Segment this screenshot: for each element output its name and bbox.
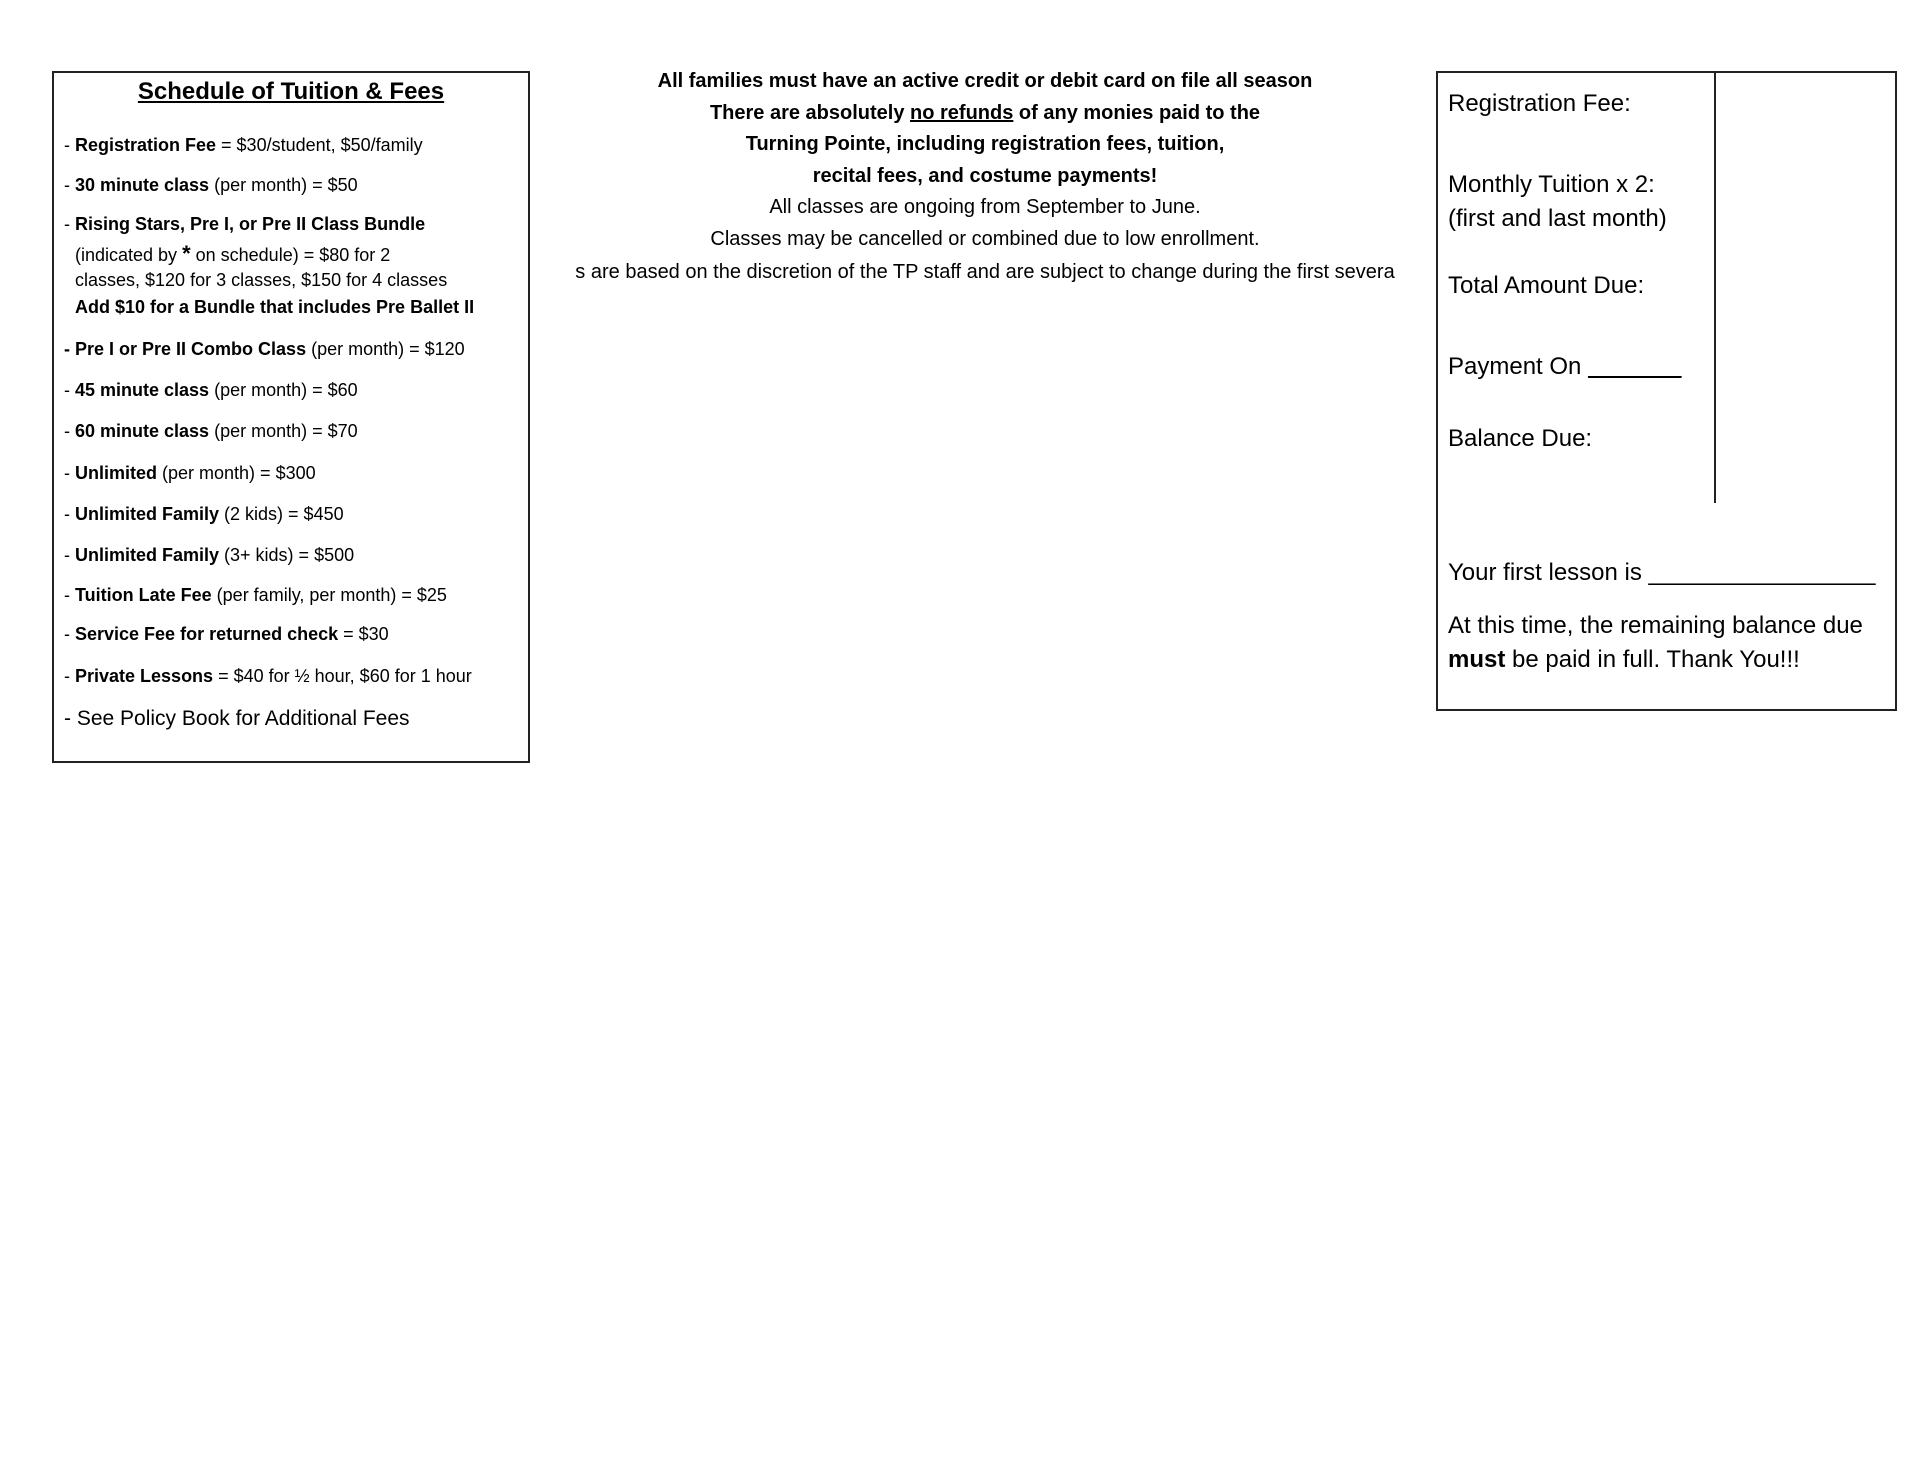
fee-value: (2 kids) = $450 [219,504,344,524]
fee-prefix: - [64,545,75,565]
fee-prefix: - [64,624,75,644]
monthly-tuition-label: Monthly Tuition x 2: [1448,171,1655,198]
fee-label: 60 minute class [75,421,210,441]
fee-registration [64,134,423,156]
fee-label: 30 minute class [75,175,210,195]
balance-due-label: Balance Due: [1448,425,1593,452]
fee-label: Unlimited [75,463,158,483]
fee-value: (3+ kids) = $500 [219,545,355,565]
policy-book-note: - See Policy Book for Additional Fees [64,707,410,730]
fee-45-minute [64,379,358,401]
fee-label: Private Lessons [75,666,214,686]
fee-value: (per month) = $50 [209,175,358,195]
fee-label: Service Fee for returned check [75,624,339,644]
notice-refund-scope: Turning Pointe, including registration fees, tuition, [745,133,1225,155]
first-lesson-line: Your first lesson is _________________ [1448,559,1876,586]
payment-box [1436,71,1897,711]
fee-prefix: - [64,135,75,155]
fee-prefix: - [64,666,75,686]
notice-text: There are absolutely [709,101,911,124]
fee-value: = $40 for ½ hour, $60 for 1 hour [213,666,472,686]
fee-class-bundle [64,213,425,235]
bundle-detail-text: on schedule) = $80 for 2 [190,245,391,265]
notice-card-on-file: All families must have an active credit or debit card on file all season [657,70,1313,92]
fee-combo-class [64,338,465,360]
fee-unlimited-family-2 [64,503,344,525]
fee-prefix: - [64,175,75,195]
bundle-detail-2: classes, $120 for 3 classes, $150 for 4 classes [75,270,448,290]
remaining-text: be paid in full. Thank You!!! [1505,646,1800,673]
notice-clipped-line [530,256,1440,288]
fee-value: (per month) = $120 [306,339,465,359]
fee-prefix: - [64,463,75,483]
fee-label: Pre I or Pre II Combo Class [75,339,307,359]
must-emphasis: must [1448,646,1506,673]
notice-no-refunds [530,98,1440,130]
notice-ongoing-classes: All classes are ongoing from September to June. [769,196,1201,218]
fee-unlimited [64,462,316,484]
fee-value: (per family, per month) = $25 [211,585,447,605]
registration-fee-label: Registration Fee: [1448,90,1631,117]
tuition-fees-box [52,71,530,763]
fee-label: Unlimited Family [75,504,220,524]
notice-refund-scope-2: recital fees, and costume payments! [812,164,1158,187]
fee-prefix: - [64,421,75,441]
monthly-tuition-note: (first and last month) [1448,205,1667,232]
fee-private-lessons [64,665,472,687]
fee-label: Registration Fee [75,135,217,155]
fee-unlimited-family-3 [64,544,354,566]
fee-label: Tuition Late Fee [75,585,212,605]
remaining-balance-line-2 [1448,643,1800,677]
fee-prefix: - [64,214,75,234]
notice-placement-text: s are based on the discretion of the TP staff and are subject to change during the first severa [575,261,1395,283]
fee-value: (per month) = $60 [209,380,358,400]
payment-on-label: Payment On [1448,353,1589,380]
policy-notice [530,66,1440,255]
no-refunds-emphasis: no refunds [910,101,1014,124]
bundle-detail-1 [75,243,390,266]
fee-value: (per month) = $300 [157,463,316,483]
remaining-balance-line-1: At this time, the remaining balance due [1448,612,1863,639]
fee-value: = $30/student, $50/family [216,135,423,155]
fee-30-minute [64,174,358,196]
bundle-detail-3: Add $10 for a Bundle that includes Pre Ballet II [75,297,475,317]
notice-text: of any monies paid to the [1013,101,1261,124]
fee-60-minute [64,420,358,442]
fee-label: Unlimited Family [75,545,220,565]
fee-prefix: - [64,339,75,359]
fees-title: Schedule of Tuition & Fees [137,78,445,105]
fee-prefix: - [64,585,75,605]
fee-prefix: - [64,380,75,400]
payment-on-line [1448,350,1682,384]
bundle-detail-text: (indicated by [75,245,183,265]
payment-column-divider [1714,73,1716,503]
payment-on-blank: _______ [1588,353,1682,380]
fee-value: (per month) = $70 [209,421,358,441]
notice-cancellation: Classes may be cancelled or combined due to low enrollment. [710,227,1260,250]
bundle-star: * [182,241,191,266]
fee-label: Rising Stars, Pre I, or Pre II Class Bundle [75,214,426,234]
fee-label: 45 minute class [75,380,210,400]
fee-value: = $30 [338,624,389,644]
fee-prefix: - [64,504,75,524]
total-due-label: Total Amount Due: [1448,272,1645,299]
fee-late-fee [64,584,447,606]
fee-returned-check [64,623,389,645]
